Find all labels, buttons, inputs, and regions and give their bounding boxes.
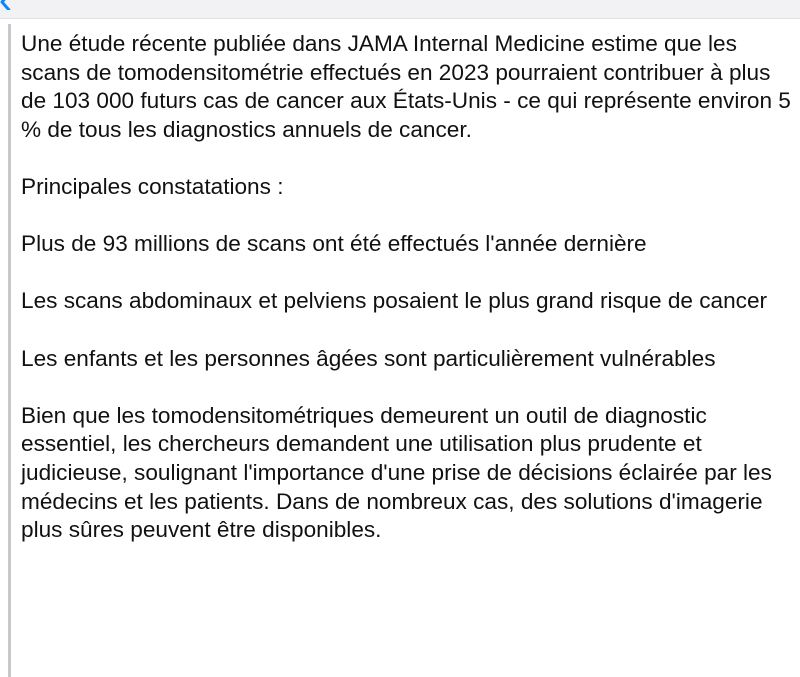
- findings-heading: Principales constatations :: [21, 173, 284, 199]
- chevron-left-icon[interactable]: [0, 0, 12, 10]
- finding-item: Plus de 93 millions de scans ont été effectués l'année dernière: [21, 231, 647, 257]
- top-bar: [0, 0, 800, 19]
- finding-item: Les scans abdominaux et pelviens posaient le plus grand risque de cancer: [21, 288, 768, 314]
- conclusion-paragraph: Bien que les tomodensitométriques demeurent un outil de diagnostic essentiel, les chercheurs demandent une utilisation plus prudente et judicieuse, soulignant l'importance d'une prise de décisions éclairée par les médecins et les patients. Dans de nombreux cas, des solutions d'imagerie plus sûres peuvent être disponibles.: [21, 402, 772, 543]
- finding-item: Les enfants et les personnes âgées sont particulièrement vulnérables: [21, 345, 716, 371]
- post-text: [21, 30, 791, 545]
- quote-bar: [8, 24, 11, 677]
- intro-paragraph: Une étude récente publiée dans JAMA Internal Medicine estime que les scans de tomodensitométrie effectués en 2023 pourraient contribuer à plus de 103 000 futurs cas de cancer aux États-Unis - ce qui représente environ 5 % de tous les diagnostics annuels de cancer.: [21, 31, 791, 142]
